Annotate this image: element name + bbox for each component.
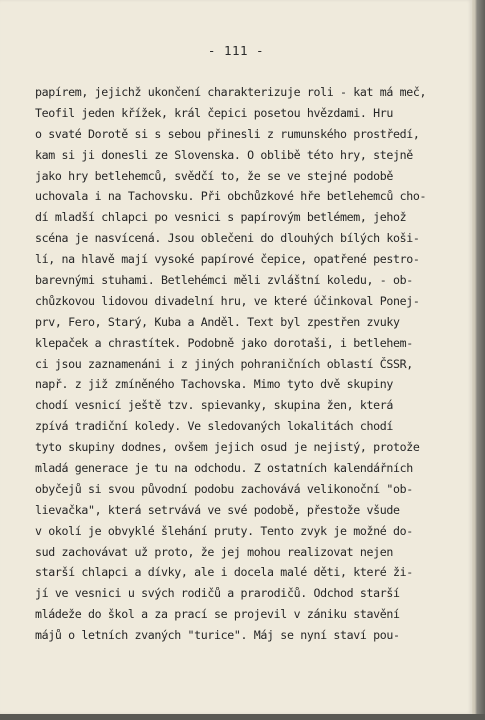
text-line: májů o letních zvaných "turice". Máj se nyní staví pou- — [35, 628, 400, 643]
scan-background-bottom — [0, 714, 485, 720]
text-line: lí, na hlavě mají vysoké papírové čepice, opatřené pestro- — [35, 252, 420, 267]
text-line: lievačka", která setrvává ve své podobě, přestože všude — [35, 502, 400, 517]
text-line: chůzkovou lidovou divadelní hru, ve které účinkoval Ponej- — [35, 293, 420, 308]
body-text — [35, 82, 455, 646]
text-line: kam si ji donesli ze Slovenska. O oblibě této hry, stejně — [35, 147, 413, 162]
text-line: zpívá tradiční koledy. Ve sledovaných lokalitách chodí — [35, 419, 394, 434]
text-line: obyčejů si svou původní podobu zachovává velikonoční "ob- — [35, 481, 413, 496]
text-line: ci jsou zaznamenáni i z jiných pohraničních oblastí ČSSR, — [35, 356, 413, 371]
text-line: jí ve vesnici u svých rodičů a prarodičů. Odchod starší — [35, 586, 400, 601]
text-line: Teofil jeden křížek, král čepici posetou hvězdami. Hru — [35, 105, 394, 120]
text-line: scéna je nasvícená. Jsou oblečeni do dlouhých bílých koši- — [35, 231, 420, 246]
text-line: starší chlapci a dívky, ale i docela malé děti, které ži- — [35, 565, 413, 580]
text-line: o svaté Dorotě si s sebou přinesli z rumunského prostředí, — [35, 126, 420, 141]
text-line: v okolí je obvyklé šlehání pruty. Tento zvyk je možné do- — [35, 523, 413, 538]
page-edge-shadow — [472, 0, 485, 720]
text-line: chodí vesnicí ještě tzv. spievanky, skupina žen, která — [35, 398, 394, 413]
text-line: tyto skupiny dodnes, ovšem jejich osud je nejistý, protože — [35, 440, 420, 455]
text-line: mladá generace je tu na odchodu. Z ostatních kalendářních — [35, 461, 413, 476]
text-line: mládeže do škol a za prací se projevil v zániku stavění — [35, 607, 400, 622]
text-line: jako hry betlehemců, svědčí to, že se ve stejné podobě — [35, 168, 394, 183]
text-line: papírem, jejichž ukončení charakterizuje roli - kat má meč, — [35, 85, 427, 99]
text-line: barevnými stuhami. Betlehémci měli zvláštní koledu, - ob- — [35, 273, 413, 288]
page-number: - 111 - — [207, 43, 265, 58]
text-line: klepaček a chrastítek. Podobně jako dorotaši, i betlehem- — [35, 335, 413, 350]
text-line: dí mladší chlapci po vesnici s papírovým betlémem, jehož — [35, 210, 407, 225]
text-line: např. z již zmíněného Tachovska. Mimo tyto dvě skupiny — [35, 377, 394, 392]
text-line: prv, Fero, Starý, Kuba a Anděl. Text byl zpestřen zvuky — [35, 314, 400, 329]
text-line: uchovala i na Tachovsku. Při obchůzkové hře betlehemců cho- — [35, 189, 427, 204]
text-line: sud zachovávat už proto, že jej mohou realizovat nejen — [35, 544, 394, 559]
